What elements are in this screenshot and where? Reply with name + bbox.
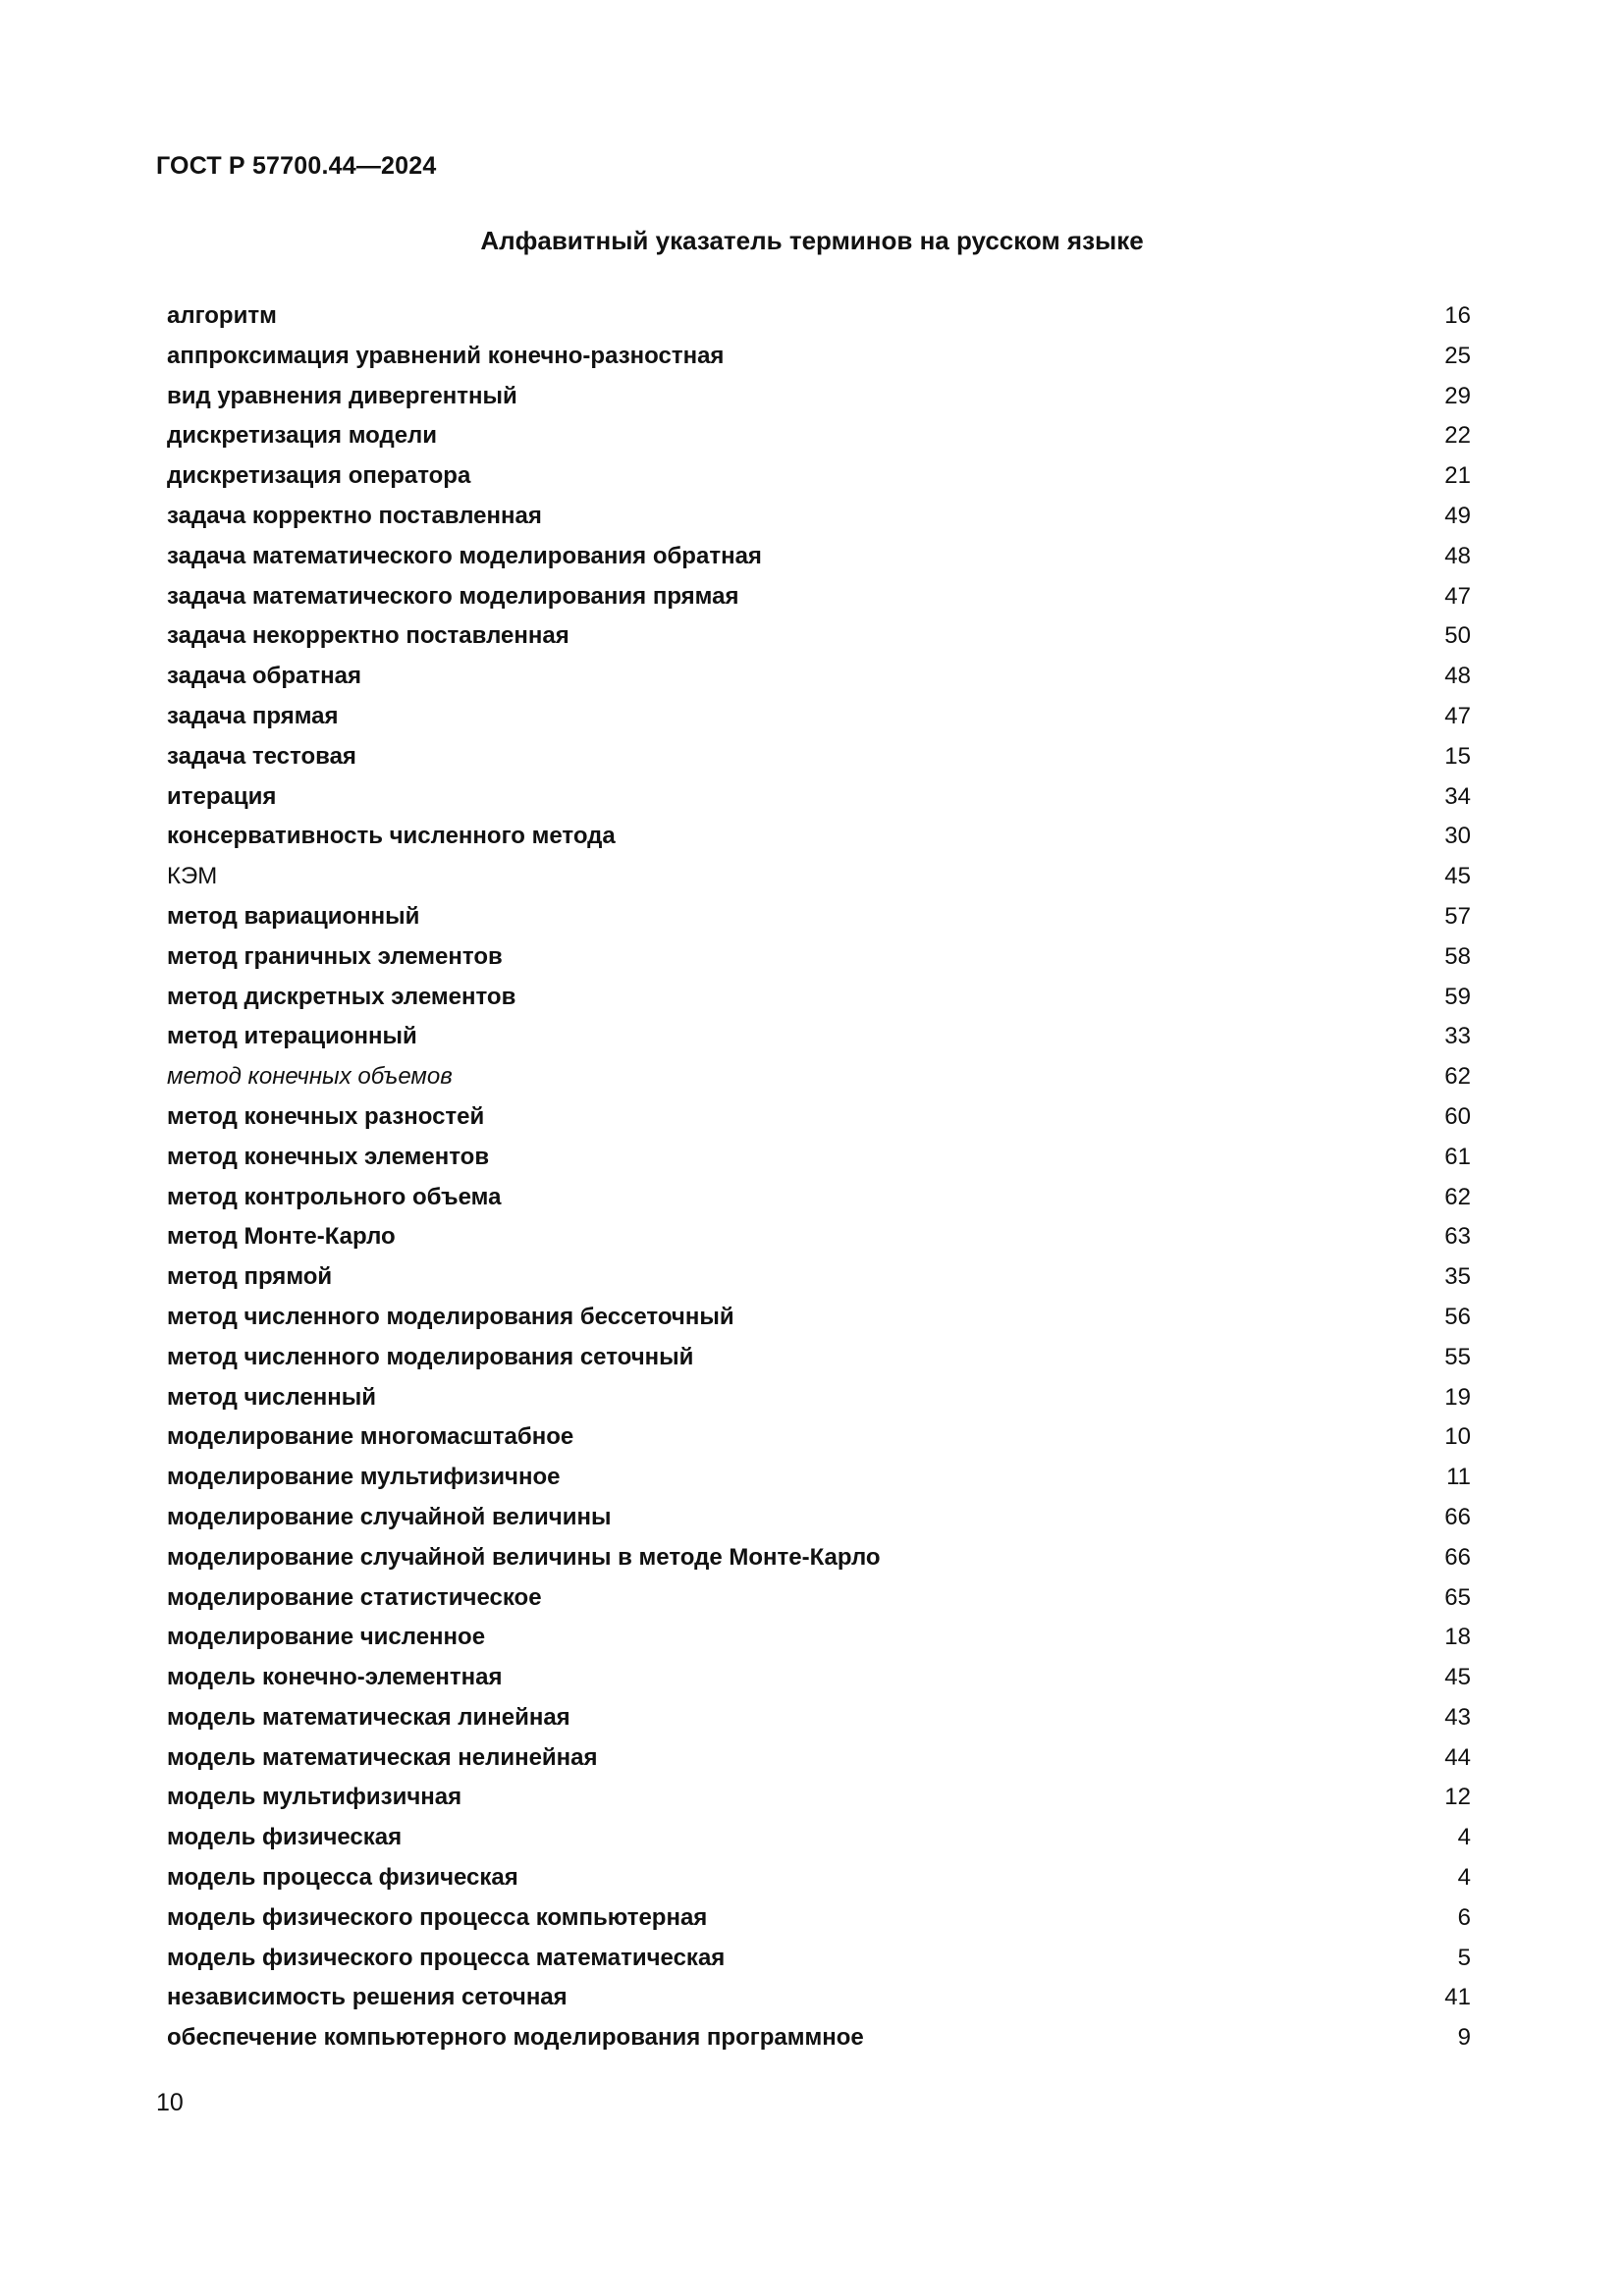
index-ref-number: 57: [1444, 902, 1471, 930]
index-entry: [167, 978, 1471, 1018]
index-ref-number: 55: [1444, 1343, 1471, 1370]
index-term: обеспечение компьютерного моделирования программное: [167, 2024, 864, 2052]
index-ref-number: 63: [1444, 1223, 1471, 1251]
index-term: метод прямой: [167, 1263, 333, 1291]
index-term: модель физическая: [167, 1824, 403, 1851]
index-term: метод итерационный: [167, 1023, 417, 1050]
index-entry: [167, 377, 1471, 417]
index-list: [167, 296, 1471, 2058]
index-term: модель математическая линейная: [167, 1703, 570, 1731]
index-term: метод контрольного объема: [167, 1183, 502, 1210]
index-ref-number: 10: [1444, 1423, 1471, 1451]
index-term: итерация: [167, 782, 277, 810]
index-ref-number: 19: [1444, 1383, 1471, 1411]
index-ref-number: 34: [1444, 782, 1471, 810]
index-ref-number: 12: [1444, 1784, 1471, 1811]
index-term: дискретизация оператора: [167, 462, 471, 490]
index-entry: [167, 1378, 1471, 1418]
index-term: метод конечных разностей: [167, 1102, 485, 1130]
index-entry: [167, 1738, 1471, 1779]
index-ref-number: 44: [1444, 1743, 1471, 1771]
index-entry: [167, 897, 1471, 937]
index-ref-number: 61: [1444, 1143, 1471, 1170]
index-entry: [167, 296, 1471, 337]
index-entry: [167, 1138, 1471, 1178]
index-ref-number: 60: [1444, 1102, 1471, 1130]
index-entry: [167, 737, 1471, 777]
index-ref-number: 66: [1444, 1503, 1471, 1530]
index-entry: [167, 1417, 1471, 1458]
index-ref-number: 62: [1444, 1063, 1471, 1091]
index-ref-number: 4: [1457, 1824, 1471, 1851]
index-ref-number: 29: [1444, 382, 1471, 409]
index-term: модель физического процесса компьютерная: [167, 1903, 708, 1931]
index-ref-number: 48: [1444, 663, 1471, 690]
index-ref-number: 25: [1444, 342, 1471, 369]
index-entry: [167, 1458, 1471, 1498]
index-ref-number: 16: [1444, 302, 1471, 329]
index-term: модель математическая нелинейная: [167, 1743, 598, 1771]
index-ref-number: 22: [1444, 422, 1471, 450]
index-term: задача математического моделирования обратная: [167, 542, 762, 569]
index-entry: [167, 1178, 1471, 1218]
index-entry: [167, 1498, 1471, 1538]
index-entry: [167, 1057, 1471, 1097]
index-term: метод численный: [167, 1383, 377, 1411]
index-term: моделирование статистическое: [167, 1583, 542, 1611]
index-entry: [167, 817, 1471, 857]
index-entry: [167, 577, 1471, 617]
index-entry: [167, 1298, 1471, 1338]
index-term: метод дискретных элементов: [167, 983, 516, 1010]
index-term: моделирование случайной величины: [167, 1503, 612, 1530]
index-entry: [167, 1698, 1471, 1738]
index-term: метод численного моделирования сеточный: [167, 1343, 694, 1370]
index-ref-number: 41: [1444, 1984, 1471, 2011]
index-ref-number: 47: [1444, 582, 1471, 610]
index-term: модель процесса физическая: [167, 1864, 518, 1892]
index-entry: [167, 657, 1471, 697]
index-term: метод граничных элементов: [167, 942, 503, 970]
page-number: 10: [156, 2089, 184, 2116]
index-title: Алфавитный указатель терминов на русском языке: [480, 226, 1144, 255]
index-entry: [167, 1578, 1471, 1619]
index-term: метод конечных элементов: [167, 1143, 490, 1170]
index-ref-number: 56: [1444, 1303, 1471, 1330]
index-term: независимость решения сеточная: [167, 1984, 568, 2011]
index-entry: [167, 1257, 1471, 1298]
index-term: задача некорректно поставленная: [167, 622, 569, 650]
index-entry: [167, 1538, 1471, 1578]
index-term: метод Монте-Карло: [167, 1223, 396, 1251]
index-ref-number: 21: [1444, 462, 1471, 490]
index-entry: [167, 1658, 1471, 1698]
index-term: метод численного моделирования бессеточный: [167, 1303, 734, 1330]
index-ref-number: 33: [1444, 1023, 1471, 1050]
index-entry: [167, 1858, 1471, 1898]
index-term: метод конечных объемов: [167, 1063, 453, 1091]
index-entry: [167, 697, 1471, 737]
index-ref-number: 11: [1446, 1464, 1471, 1491]
index-term: задача прямая: [167, 702, 339, 729]
document-header: ГОСТ Р 57700.44—2024: [156, 152, 437, 180]
index-ref-number: 9: [1457, 2024, 1471, 2052]
index-term: алгоритм: [167, 302, 277, 329]
index-term: аппроксимация уравнений конечно-разностная: [167, 342, 725, 369]
index-entry: [167, 1618, 1471, 1658]
index-term: модель конечно-элементная: [167, 1664, 503, 1691]
index-ref-number: 58: [1444, 942, 1471, 970]
index-entry: [167, 1217, 1471, 1257]
index-ref-number: 47: [1444, 702, 1471, 729]
index-ref-number: 62: [1444, 1183, 1471, 1210]
index-term: вид уравнения дивергентный: [167, 382, 517, 409]
index-ref-number: 45: [1444, 863, 1471, 890]
index-entry: [167, 1898, 1471, 1939]
index-term: дискретизация модели: [167, 422, 438, 450]
index-entry: [167, 416, 1471, 456]
index-entry: [167, 1338, 1471, 1378]
index-ref-number: 18: [1444, 1624, 1471, 1651]
index-entry: [167, 537, 1471, 577]
index-term: моделирование случайной величины в методе Монте-Карло: [167, 1543, 881, 1571]
index-ref-number: 6: [1457, 1903, 1471, 1931]
index-term: моделирование многомасштабное: [167, 1423, 574, 1451]
index-ref-number: 65: [1444, 1583, 1471, 1611]
index-entry: [167, 937, 1471, 978]
index-ref-number: 30: [1444, 823, 1471, 850]
index-term: модель физического процесса математическая: [167, 1944, 726, 1971]
index-term: метод вариационный: [167, 902, 420, 930]
index-ref-number: 50: [1444, 622, 1471, 650]
index-ref-number: 49: [1444, 502, 1471, 529]
index-ref-number: 48: [1444, 542, 1471, 569]
index-entry: [167, 857, 1471, 897]
index-entry: [167, 337, 1471, 377]
index-entry: [167, 1097, 1471, 1138]
index-ref-number: 5: [1457, 1944, 1471, 1971]
index-term: задача тестовая: [167, 742, 356, 770]
index-entry: [167, 1017, 1471, 1057]
index-term: модель мультифизичная: [167, 1784, 462, 1811]
index-term: моделирование мультифизичное: [167, 1464, 561, 1491]
index-entry: [167, 777, 1471, 818]
index-term: задача обратная: [167, 663, 361, 690]
index-term: задача корректно поставленная: [167, 502, 542, 529]
index-term: моделирование численное: [167, 1624, 486, 1651]
index-entry: [167, 1978, 1471, 2018]
index-entry: [167, 1778, 1471, 1818]
index-ref-number: 4: [1457, 1864, 1471, 1892]
index-term: КЭМ: [167, 863, 218, 890]
index-ref-number: 15: [1444, 742, 1471, 770]
index-term: консервативность численного метода: [167, 823, 616, 850]
index-entry: [167, 616, 1471, 657]
index-ref-number: 66: [1444, 1543, 1471, 1571]
index-entry: [167, 2018, 1471, 2058]
index-ref-number: 45: [1444, 1664, 1471, 1691]
index-entry: [167, 1818, 1471, 1858]
index-term: задача математического моделирования прямая: [167, 582, 739, 610]
index-ref-number: 59: [1444, 983, 1471, 1010]
index-entry: [167, 497, 1471, 537]
index-ref-number: 35: [1444, 1263, 1471, 1291]
index-entry: [167, 456, 1471, 497]
index-ref-number: 43: [1444, 1703, 1471, 1731]
index-entry: [167, 1939, 1471, 1979]
